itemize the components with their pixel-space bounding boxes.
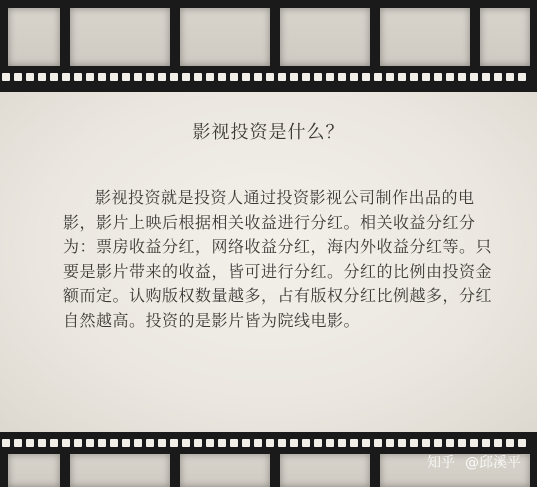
film-frame — [380, 8, 470, 66]
film-perforations — [0, 72, 537, 82]
film-frame — [70, 454, 170, 487]
film-frame — [180, 8, 270, 66]
film-frame — [480, 8, 530, 66]
article-body — [63, 186, 499, 333]
article-paragraph: 影视投资就是投资人通过投资影视公司制作出品的电影，影片上映后根据相关收益进行分红。相关收益分红分为：票房收益分红，网络收益分红，海内外收益分红等。只要是影片带来的收益，皆可进行分红。分红的比例由投资金额而定。认购版权数量越多，占有版权分红比例越多，分红自然越高。投资的是影片皆为院线电影。 — [63, 188, 493, 330]
watermark-platform: 知乎 — [427, 455, 455, 471]
film-perforations — [0, 438, 537, 448]
watermark — [427, 452, 521, 472]
film-strip-top — [0, 0, 537, 92]
film-frame — [8, 454, 60, 487]
film-frame — [280, 8, 370, 66]
film-frame — [280, 454, 370, 487]
film-frame — [70, 8, 170, 66]
article-title: 影视投资是什么？ — [192, 122, 345, 143]
film-frame — [8, 8, 60, 66]
film-frame — [180, 454, 270, 487]
watermark-author: @邱溪平 — [465, 455, 521, 471]
